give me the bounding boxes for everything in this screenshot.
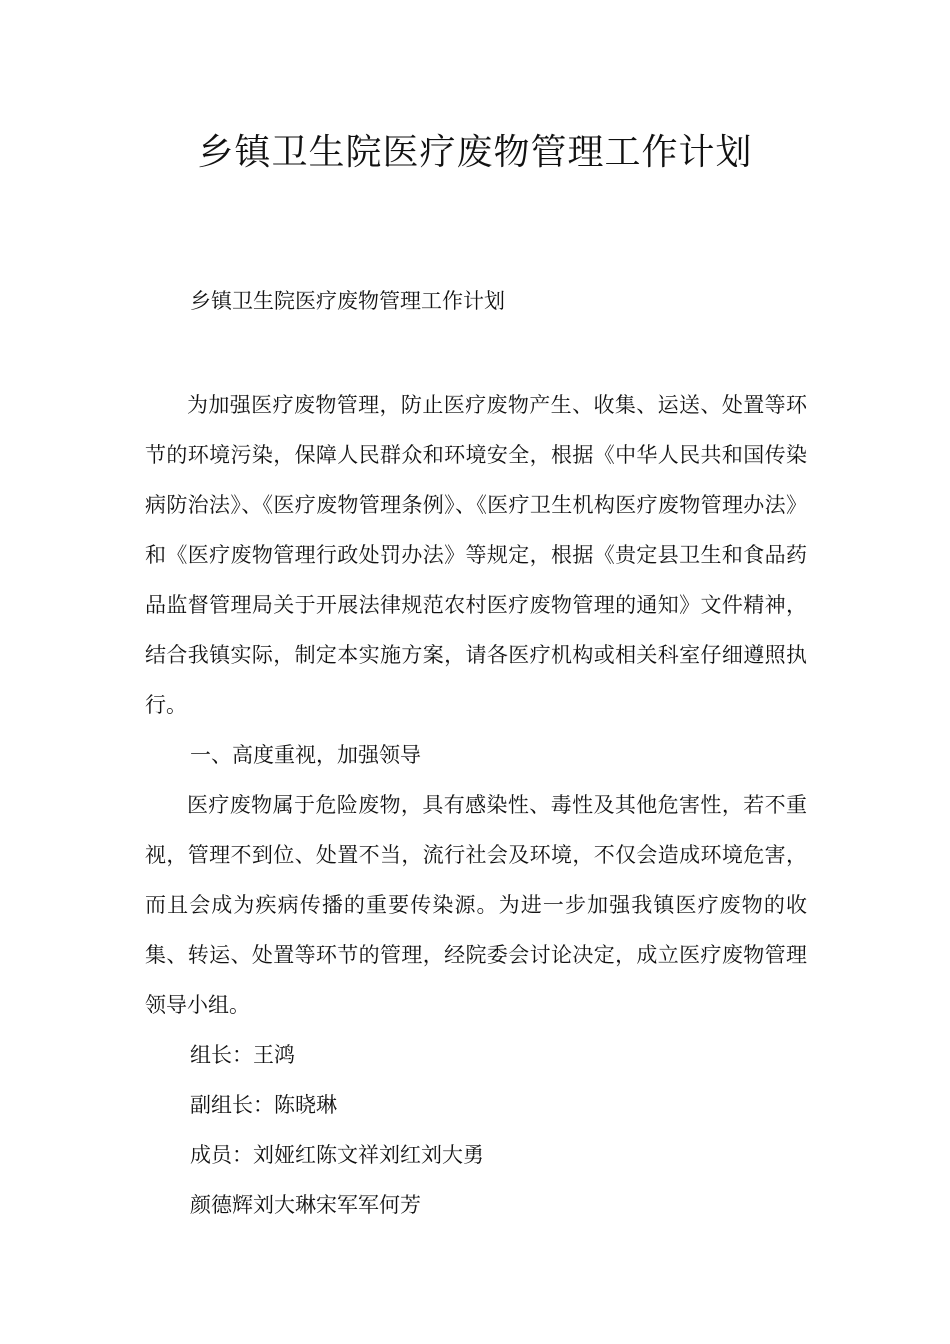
intro-paragraph: 为加强医疗废物管理，防止医疗废物产生、收集、运送、处置等环节的环境污染，保障人民群众和环境安全，根据《中华人民共和国传染病防治法》、《医疗废物管理条例》、《医疗卫生机构医疗废物管理办法》和《医疗废物管理行政处罚办法》等规定，根据《贵定县卫生和食品药品监督管理局关于开展法律规范农村医疗废物管理的通知》文件精神，结合我镇实际，制定本实施方案，请各医疗机构或相关科室仔细遵照执行。 — [145, 393, 807, 717]
section-heading: 一、高度重视，加强领导 — [190, 743, 421, 767]
document-body — [145, 380, 807, 1230]
leader-line: 组长：王鸿 — [190, 1043, 295, 1067]
deputy-leader-line: 副组长：陈晓琳 — [190, 1093, 337, 1117]
document-subtitle: 乡镇卫生院医疗废物管理工作计划 — [190, 289, 505, 313]
members-continued-line: 颜德辉刘大琳宋军军何芳 — [190, 1193, 421, 1217]
document-title: 乡镇卫生院医疗废物管理工作计划 — [197, 132, 753, 173]
members-line: 成员：刘娅红陈文祥刘红刘大勇 — [190, 1143, 484, 1167]
section-paragraph: 医疗废物属于危险废物，具有感染性、毒性及其他危害性，若不重视，管理不到位、处置不当，流行社会及环境，不仅会造成环境危害，而且会成为疾病传播的重要传染源。为进一步加强我镇医疗废物的收集、转运、处置等环节的管理，经院委会讨论决定，成立医疗废物管理领导小组。 — [145, 793, 807, 1017]
